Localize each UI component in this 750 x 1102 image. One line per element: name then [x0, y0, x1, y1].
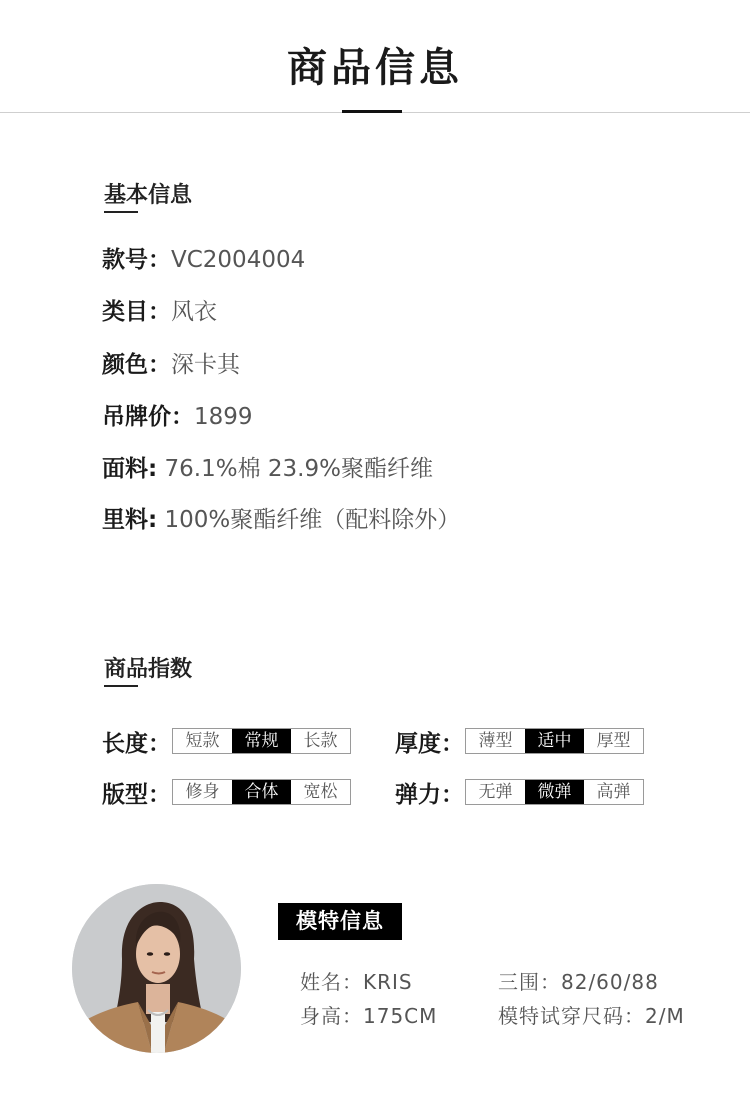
info-value: 风衣 — [171, 299, 217, 325]
product-index-title: 商品指数 — [104, 657, 193, 682]
option-no-stretch[interactable]: 无弹 — [466, 780, 525, 804]
index-label: 厚度： — [395, 730, 464, 757]
info-value: 76.1%棉 23.9%聚酯纤维 — [164, 456, 433, 482]
option-fitted[interactable]: 合体 — [232, 780, 291, 804]
model-avatar — [72, 884, 241, 1053]
title-accent-bar — [342, 110, 402, 113]
index-row-fit — [102, 779, 351, 808]
info-value: 100%聚酯纤维（配料除外） — [164, 507, 461, 533]
basic-info-underline — [104, 211, 138, 213]
length-options — [172, 728, 351, 754]
fit-options — [172, 779, 351, 805]
thickness-options — [465, 728, 644, 754]
model-photo — [72, 884, 241, 1053]
option-medium[interactable]: 适中 — [525, 729, 584, 753]
info-row-style-no — [102, 241, 305, 274]
model-info-badge: 模特信息 — [278, 903, 402, 940]
model-fitting-size: 模特试穿尺码：2/M — [498, 1004, 685, 1028]
option-loose[interactable]: 宽松 — [291, 780, 350, 804]
info-row-tag-price — [102, 398, 253, 431]
option-slim[interactable]: 修身 — [173, 780, 232, 804]
index-row-length — [102, 728, 351, 757]
elasticity-options — [465, 779, 644, 805]
info-row-fabric — [102, 450, 433, 483]
info-row-lining — [102, 501, 460, 534]
info-value: 深卡其 — [171, 352, 240, 378]
index-label: 弹力： — [395, 781, 464, 808]
info-label: 面料: — [102, 456, 158, 482]
info-value: VC2004004 — [171, 247, 306, 273]
model-measurements: 三围：82/60/88 — [498, 970, 659, 994]
index-label: 版型： — [102, 781, 171, 808]
index-row-elasticity — [395, 779, 644, 808]
basic-info-title: 基本信息 — [104, 183, 193, 208]
info-label: 颜色： — [102, 352, 171, 378]
option-thin[interactable]: 薄型 — [466, 729, 525, 753]
option-thick[interactable]: 厚型 — [584, 729, 643, 753]
info-value: 1899 — [194, 404, 253, 430]
info-label: 款号： — [102, 247, 171, 273]
info-row-color — [102, 346, 240, 379]
index-row-thickness — [395, 728, 644, 757]
info-label: 吊牌价： — [102, 404, 194, 430]
product-index-underline — [104, 685, 138, 687]
info-row-category — [102, 293, 217, 326]
model-height: 身高：175CM — [300, 1004, 438, 1028]
page-title: 商品信息 — [287, 45, 463, 91]
option-slight-stretch[interactable]: 微弹 — [525, 780, 584, 804]
model-name: 姓名：KRIS — [300, 970, 413, 994]
option-long[interactable]: 长款 — [291, 729, 350, 753]
option-short[interactable]: 短款 — [173, 729, 232, 753]
option-high-stretch[interactable]: 高弹 — [584, 780, 643, 804]
index-label: 长度： — [102, 730, 171, 757]
info-label: 里料: — [102, 507, 158, 533]
option-regular[interactable]: 常规 — [232, 729, 291, 753]
info-label: 类目： — [102, 299, 171, 325]
